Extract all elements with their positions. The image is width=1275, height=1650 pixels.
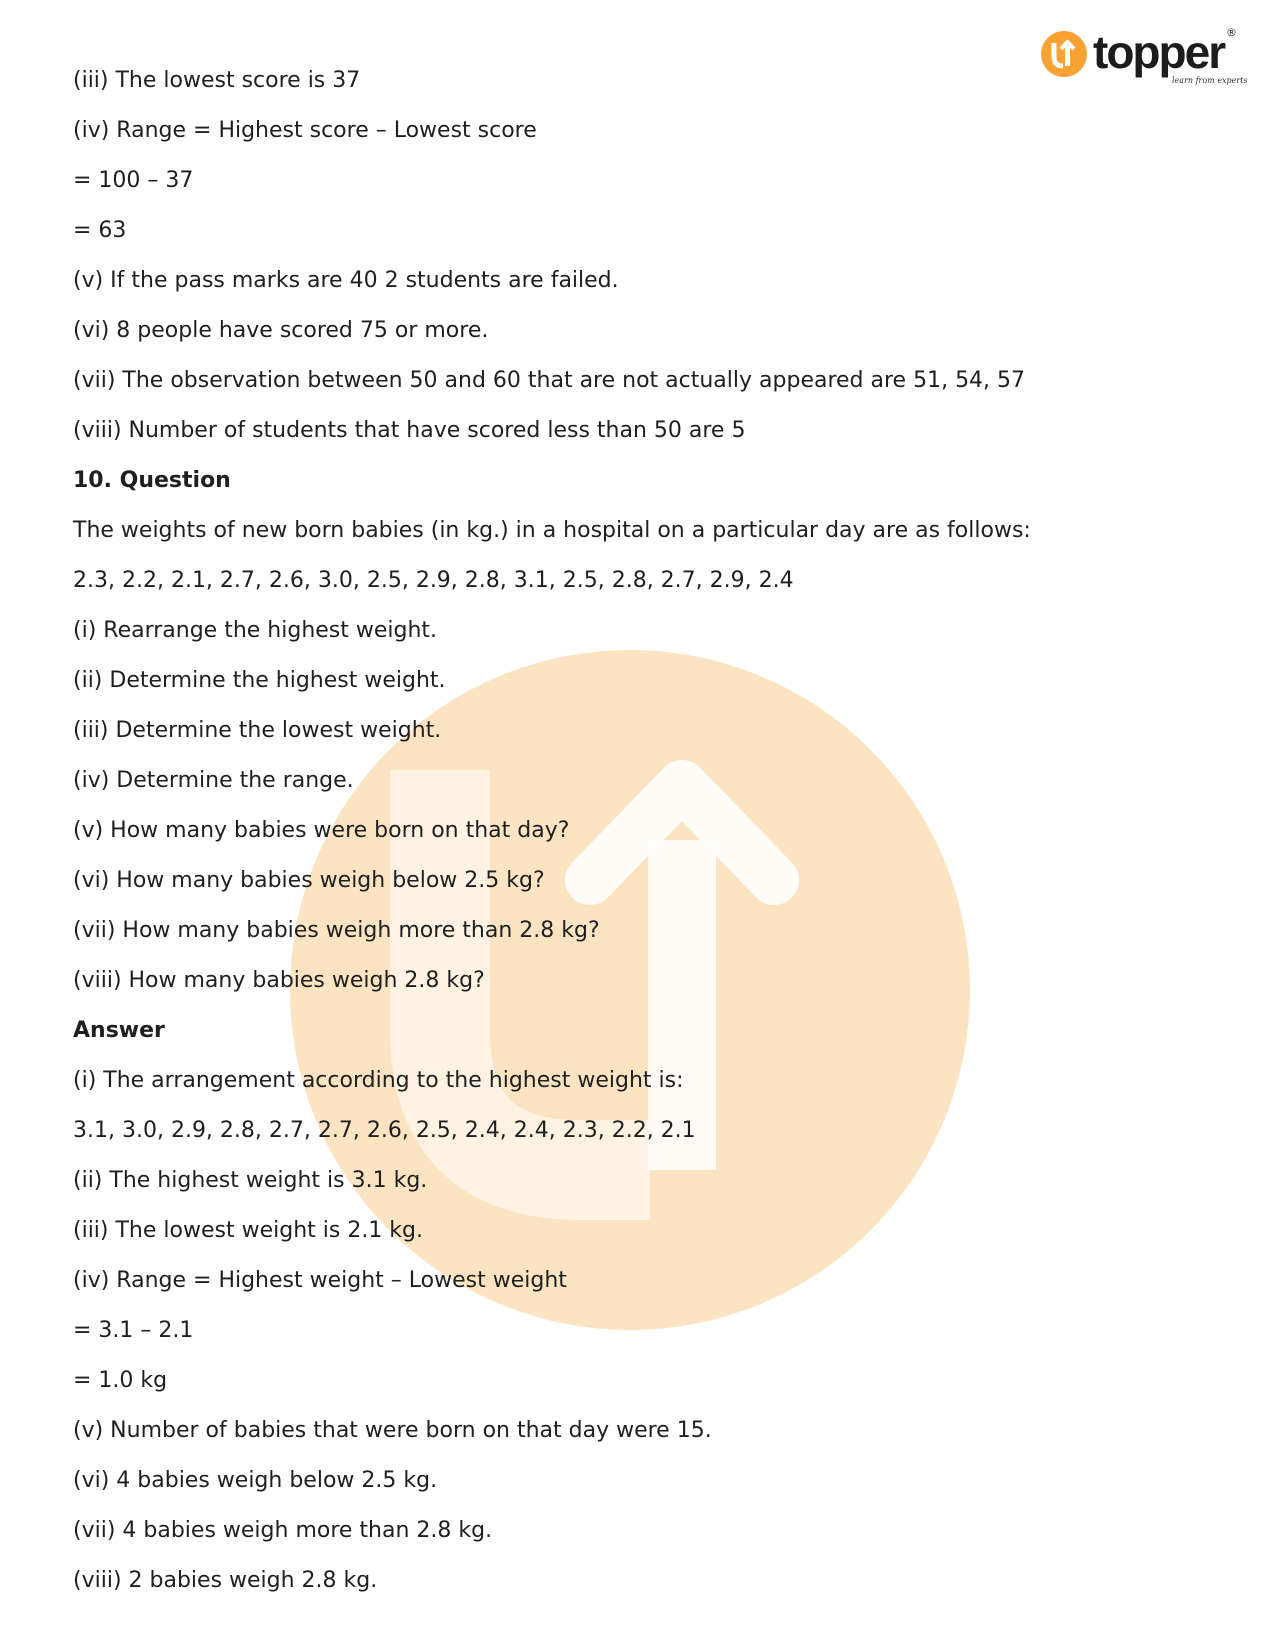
text-line: (iii) The lowest score is 37: [73, 68, 361, 93]
text-line: (iii) The lowest weight is 2.1 kg.: [73, 1218, 424, 1243]
text-line: (vii) 4 babies weigh more than 2.8 kg.: [73, 1518, 493, 1543]
text-line: (viii) Number of students that have scored less than 50 are 5: [73, 418, 746, 443]
text-line: (iv) Range = Highest weight – Lowest weight: [73, 1268, 567, 1293]
text-line: (ii) The highest weight is 3.1 kg.: [73, 1168, 428, 1193]
topper-logo-icon: [1040, 30, 1088, 78]
text-line: (viii) How many babies weigh 2.8 kg?: [73, 968, 485, 993]
section-heading: Answer: [73, 1018, 165, 1043]
text-line: (v) Number of babies that were born on that day were 15.: [73, 1418, 712, 1443]
text-line: = 63: [73, 218, 127, 243]
section-heading: 10. Question: [73, 468, 231, 493]
brand-tagline: learn from experts: [1172, 76, 1248, 85]
text-line: (vii) The observation between 50 and 60 that are not actually appeared are 51, 54, 57: [73, 368, 1026, 393]
text-line: (vi) How many babies weigh below 2.5 kg?: [73, 868, 545, 893]
brand-name: topper: [1093, 26, 1225, 78]
brand-logo: [1040, 26, 1248, 88]
document-body: [73, 56, 1213, 1606]
text-line: 3.1, 3.0, 2.9, 2.8, 2.7, 2.7, 2.6, 2.5, 2.4, 2.4, 2.3, 2.2, 2.1: [73, 1118, 696, 1143]
text-line: The weights of new born babies (in kg.) in a hospital on a particular day are as follows:: [73, 518, 1031, 543]
text-line: (i) Rearrange the highest weight.: [73, 618, 438, 643]
text-line: (v) If the pass marks are 40 2 students are failed.: [73, 268, 619, 293]
text-line: (iv) Range = Highest score – Lowest score: [73, 118, 537, 143]
text-line: (vii) How many babies weigh more than 2.8 kg?: [73, 918, 600, 943]
text-line: = 3.1 – 2.1: [73, 1318, 194, 1343]
text-line: (vi) 8 people have scored 75 or more.: [73, 318, 489, 343]
text-line: = 100 – 37: [73, 168, 194, 193]
text-line: (viii) 2 babies weigh 2.8 kg.: [73, 1568, 378, 1593]
text-line: 2.3, 2.2, 2.1, 2.7, 2.6, 3.0, 2.5, 2.9, 2.8, 3.1, 2.5, 2.8, 2.7, 2.9, 2.4: [73, 568, 794, 593]
text-line: = 1.0 kg: [73, 1368, 168, 1393]
text-line: (iii) Determine the lowest weight.: [73, 718, 442, 743]
text-line: (v) How many babies were born on that day?: [73, 818, 570, 843]
text-line: (ii) Determine the highest weight.: [73, 668, 446, 693]
text-line: (i) The arrangement according to the highest weight is:: [73, 1068, 684, 1093]
text-line: (vi) 4 babies weigh below 2.5 kg.: [73, 1468, 438, 1493]
text-line: (iv) Determine the range.: [73, 768, 354, 793]
registered-mark: ®: [1226, 26, 1237, 39]
